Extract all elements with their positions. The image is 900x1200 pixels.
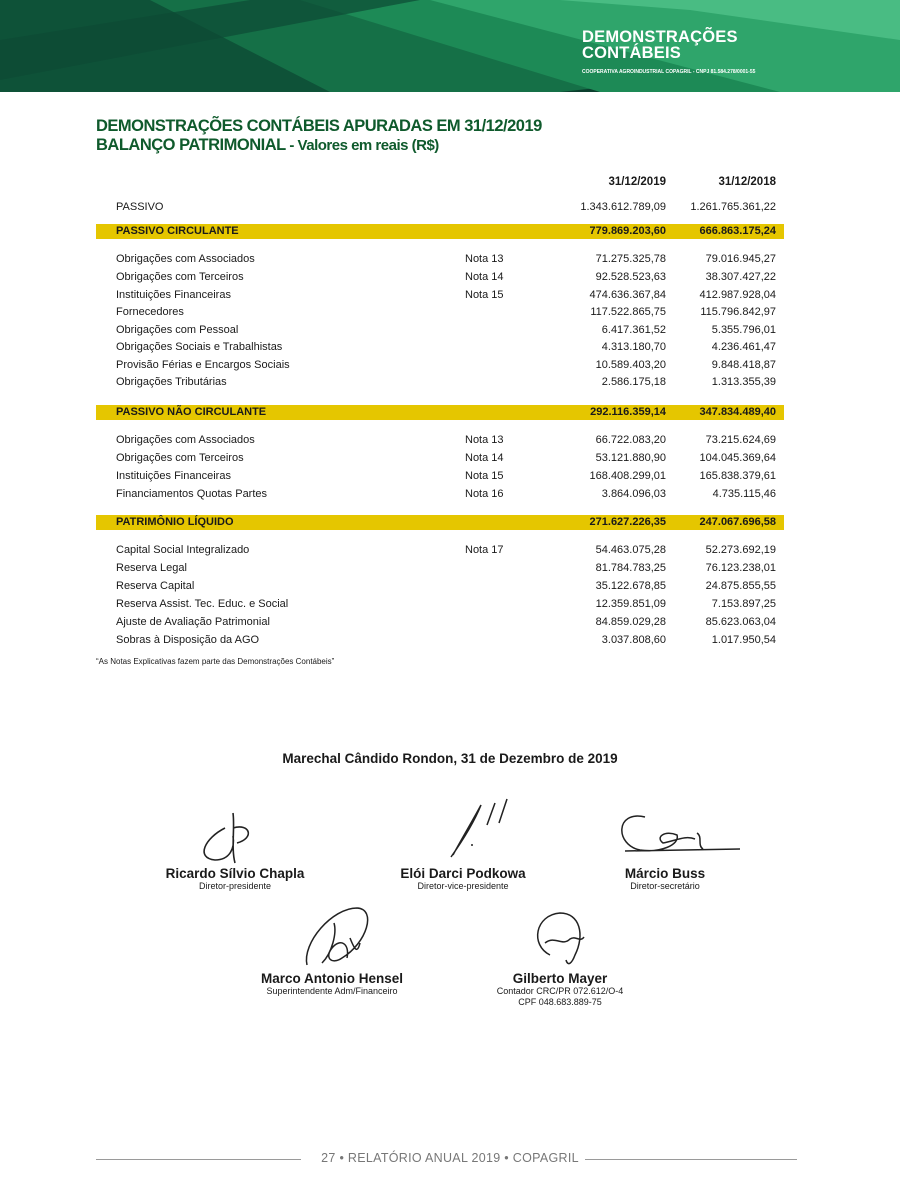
signature-block-buss: Márcio Buss Diretor-secretário [570, 805, 760, 892]
table-row: Financiamentos Quotas Partes Nota 16 3.864.096,03 4.735.115,46 [116, 488, 776, 500]
section-band-patrimonio: PATRIMÔNIO LÍQUIDO 271.627.226,35 247.067.696,58 [96, 515, 784, 530]
handwritten-signature [262, 903, 402, 971]
table-row: Obrigações com Terceiros Nota 14 53.121.880,90 104.045.369,64 [116, 452, 776, 464]
table-row: Sobras à Disposição da AGO 3.037.808,60 1.017.950,54 [116, 634, 776, 646]
table-row: Obrigações com Terceiros Nota 14 92.528.523,63 38.307.427,22 [116, 271, 776, 283]
table-row: Reserva Capital 35.122.678,85 24.875.855,55 [116, 580, 776, 592]
table-row: Reserva Assist. Tec. Educ. e Social 12.359.851,09 7.153.897,25 [116, 598, 776, 610]
signature-block-hensel: Marco Antonio Hensel Superintendente Adm/Financeiro [232, 903, 432, 997]
signature-block-mayer: Gilberto Mayer Contador CRC/PR 072.612/O-4 CPF 048.683.889-75 [460, 905, 660, 1008]
place-date: Marechal Cândido Rondon, 31 de Dezembro de 2019 [282, 751, 618, 766]
table-row: Obrigações Tributárias 2.586.175,18 1.313.355,39 [116, 376, 776, 388]
table-row: Obrigações Sociais e Trabalhistas 4.313.180,70 4.236.461,47 [116, 341, 776, 353]
header-banner [0, 0, 900, 92]
section-title: DEMONSTRAÇÕES CONTÁBEIS [582, 28, 738, 62]
column-2019: 31/12/2019 [608, 176, 666, 188]
table-row: Fornecedores 117.522.865,75 115.796.842,97 [116, 306, 776, 318]
handwritten-signature [585, 805, 745, 866]
column-2018: 31/12/2018 [718, 176, 776, 188]
banner-graphic [0, 0, 900, 92]
handwritten-signature [403, 795, 523, 866]
section-band-circulante: PASSIVO CIRCULANTE 779.869.203,60 666.863.175,24 [96, 224, 784, 239]
table-row: Obrigações com Pessoal 6.417.361,52 5.355.796,01 [116, 324, 776, 336]
document-title [96, 117, 542, 155]
table-row: Instituições Financeiras Nota 15 474.636.367,84 412.987.928,04 [116, 289, 776, 301]
section-band-nao-circulante: PASSIVO NÃO CIRCULANTE 292.116.359,14 347.834.489,40 [96, 405, 784, 420]
signature-block-chapla: Ricardo Sílvio Chapla Diretor-presidente [140, 808, 330, 892]
signature-block-podkowa: Elói Darci Podkowa Diretor-vice-presidente [368, 795, 558, 892]
footnote: “As Notas Explicativas fazem parte das Demonstrações Contábeis” [96, 657, 335, 666]
title-line-1: DEMONSTRAÇÕES CONTÁBEIS APURADAS EM 31/12/2019 [96, 117, 542, 135]
company-cnpj: COOPERATIVA AGROINDUSTRIAL COPAGRIL - CNPJ 81.584.278/0001-55 [582, 69, 756, 75]
table-row: Instituições Financeiras Nota 15 168.408.299,01 165.838.379,61 [116, 470, 776, 482]
page-footer [0, 1150, 900, 1170]
column-headers [96, 173, 784, 191]
page-number: 27 [321, 1151, 336, 1165]
handwritten-signature [175, 808, 295, 866]
table-row: Capital Social Integralizado Nota 17 54.463.075,28 52.273.692,19 [116, 544, 776, 556]
table-row: Obrigações com Associados Nota 13 71.275.325,78 79.016.945,27 [116, 253, 776, 265]
table-row: Ajuste de Avaliação Patrimonial 84.859.029,28 85.623.063,04 [116, 616, 776, 628]
table-row: Provisão Férias e Encargos Sociais 10.589.403,20 9.848.418,87 [116, 359, 776, 371]
table-row: Reserva Legal 81.784.783,25 76.123.238,01 [116, 562, 776, 574]
title-line-2: BALANÇO PATRIMONIAL - Valores em reais (R$) [96, 136, 439, 154]
passivo-total-row: PASSIVO 1.343.612.789,09 1.261.765.361,22 [116, 201, 776, 213]
footer-text: 27 • RELATÓRIO ANUAL 2019 • COPAGRIL [321, 1151, 579, 1165]
table-row: Obrigações com Associados Nota 13 66.722.083,20 73.215.624,69 [116, 434, 776, 446]
handwritten-signature [500, 905, 620, 971]
